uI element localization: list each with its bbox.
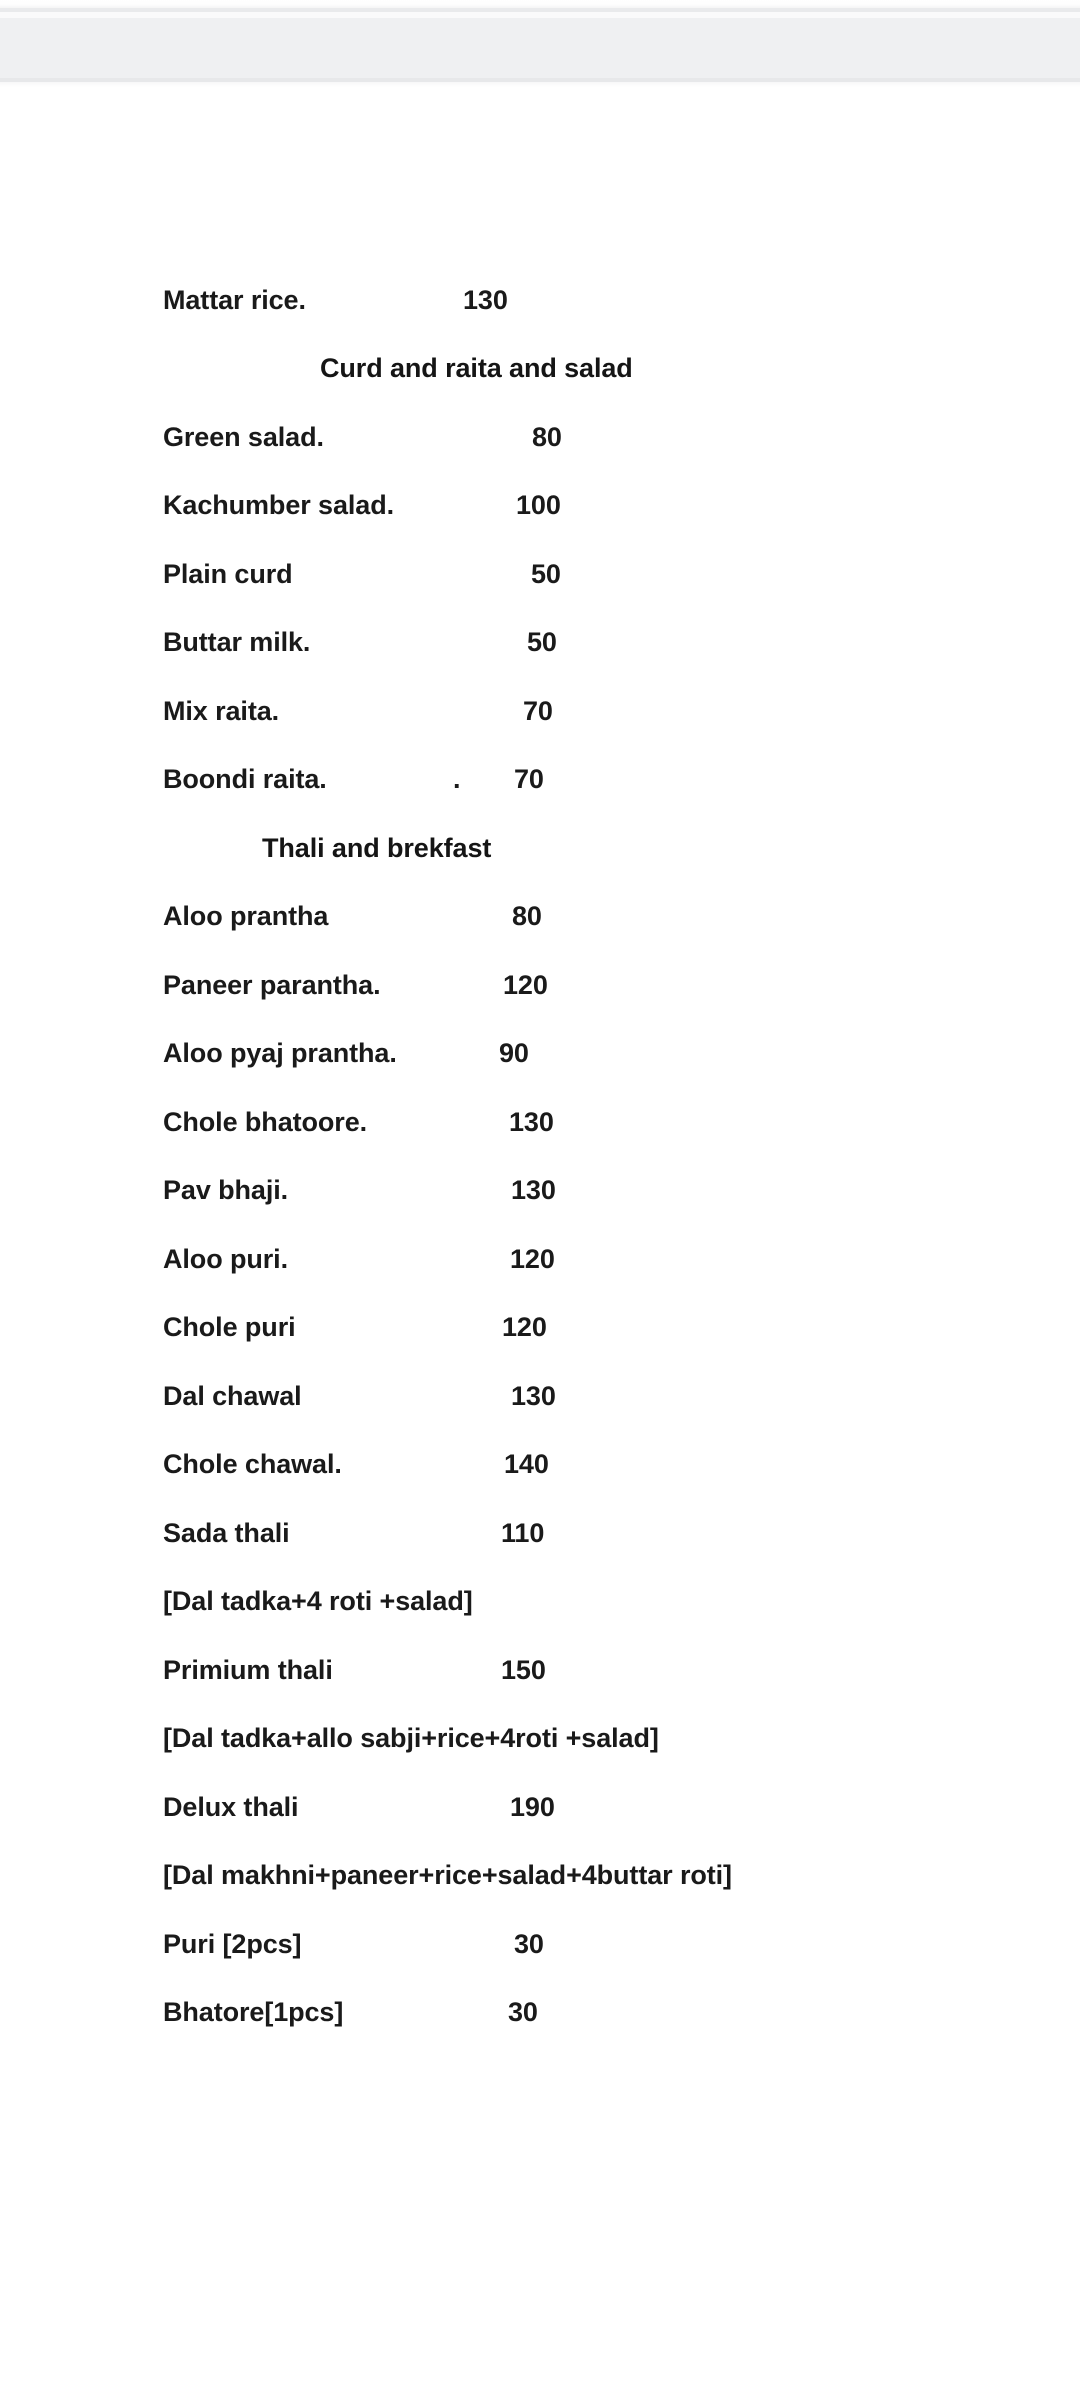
menu-item-price: 150 — [501, 1655, 546, 1685]
chrome-hairline-top — [0, 0, 1080, 8]
menu-item-price: 120 — [510, 1244, 555, 1274]
menu-item-description: [Dal tadka+4 roti +salad] — [163, 1586, 473, 1616]
menu-item-name: Kachumber salad. — [163, 490, 394, 520]
menu-item-price: 50 — [527, 627, 557, 657]
menu-item-name: Bhatore[1pcs] — [163, 1997, 344, 2027]
menu-item-price: 30 — [508, 1997, 538, 2027]
menu-item-name: Primium thali — [163, 1655, 333, 1685]
menu-item-description: [Dal makhni+paneer+rice+salad+4buttar roti] — [163, 1860, 732, 1890]
browser-top-chrome — [0, 0, 1080, 86]
menu-item-name: Aloo pyaj prantha. — [163, 1038, 397, 1068]
menu-item-name: Puri [2pcs] — [163, 1929, 302, 1959]
menu-item-price: 110 — [501, 1518, 545, 1548]
menu-item-name: Dal chawal — [163, 1381, 302, 1411]
menu-item-name: Chole puri — [163, 1312, 296, 1342]
menu-item-name: Sada thali — [163, 1518, 290, 1548]
menu-item-price: 30 — [514, 1929, 544, 1959]
menu-item-price: 120 — [502, 1312, 547, 1342]
menu-item-name: Mattar rice. — [163, 285, 306, 315]
menu-item-name: Chole chawal. — [163, 1449, 342, 1479]
menu-item-price: 70 — [523, 696, 553, 726]
menu-item-price: 130 — [511, 1175, 556, 1205]
menu-item-name: Chole bhatoore. — [163, 1107, 368, 1137]
menu-document — [0, 87, 1080, 2408]
menu-item-name: Green salad. — [163, 422, 324, 452]
menu-item-name: Aloo puri. — [163, 1244, 288, 1274]
menu-item-stray-dot: . — [453, 764, 461, 794]
menu-item-description: [Dal tadka+allo sabji+rice+4roti +salad] — [163, 1723, 659, 1753]
menu-item-price: 80 — [532, 422, 562, 452]
menu-item-price: 90 — [499, 1038, 529, 1068]
menu-item-name: Paneer parantha. — [163, 970, 381, 1000]
menu-section-header: Curd and raita and salad — [320, 353, 633, 383]
menu-item-name: Buttar milk. — [163, 627, 311, 657]
menu-item-name: Boondi raita. — [163, 764, 327, 794]
menu-item-price: 130 — [511, 1381, 556, 1411]
menu-item-price: 140 — [504, 1449, 549, 1479]
menu-item-name: Pav bhaji. — [163, 1175, 289, 1205]
menu-item-name: Plain curd — [163, 559, 293, 589]
menu-section-header: Thali and brekfast — [262, 833, 492, 863]
menu-item-name: Mix raita. — [163, 696, 280, 726]
menu-item-name: Delux thali — [163, 1792, 299, 1822]
chrome-toolbar-band — [0, 18, 1080, 78]
menu-item-price: 80 — [512, 901, 542, 931]
menu-item-price: 100 — [516, 490, 561, 520]
menu-item-price: 130 — [463, 285, 508, 315]
menu-item-price: 190 — [510, 1792, 555, 1822]
menu-item-price: 50 — [531, 559, 561, 589]
menu-item-price: 130 — [509, 1107, 554, 1137]
menu-item-price: 120 — [503, 970, 548, 1000]
menu-item-name: Aloo prantha — [163, 901, 329, 931]
menu-item-price: 70 — [514, 764, 544, 794]
